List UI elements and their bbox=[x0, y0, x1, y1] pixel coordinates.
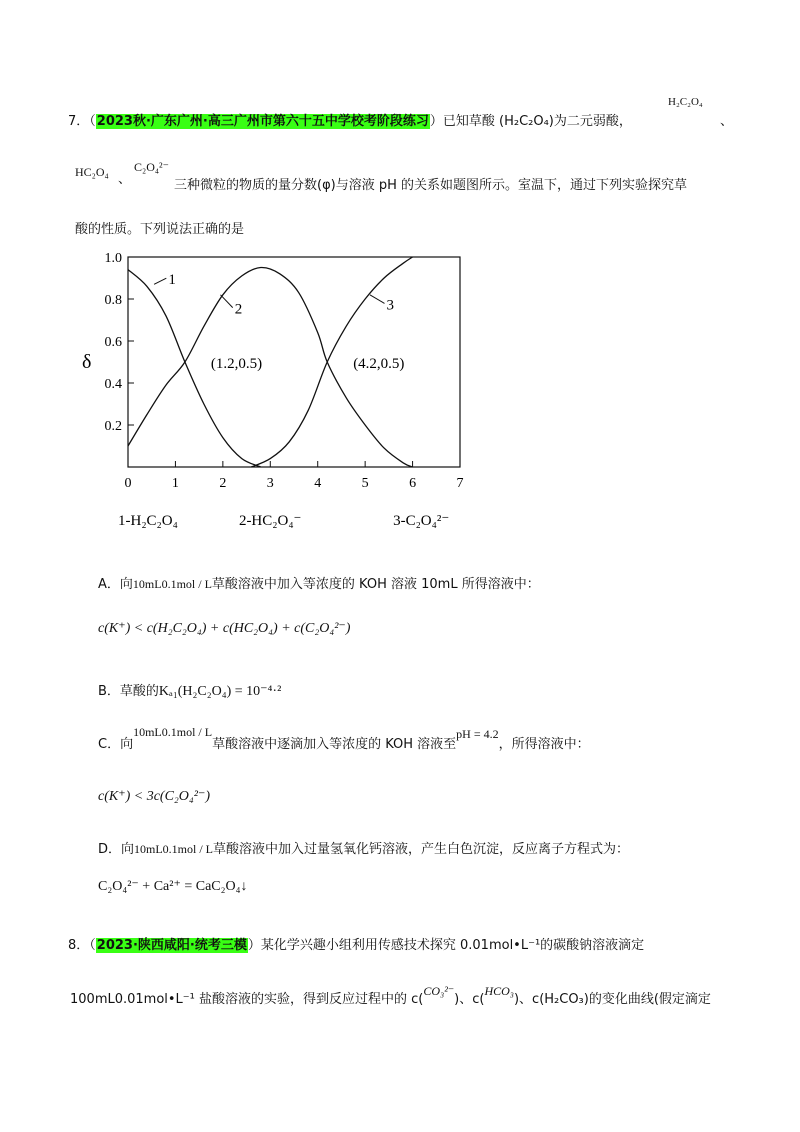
option-d-conc: 10mL0.1mol / L bbox=[134, 842, 214, 856]
curve-label: 3 bbox=[386, 297, 394, 314]
q7-stem-3: 酸的性质。下列说法正确的是 bbox=[75, 222, 245, 237]
legend-entry: 2-HC₂O₄⁻ bbox=[238, 513, 302, 529]
q8-co3: CO₃²⁻ bbox=[423, 984, 455, 998]
option-c-formula: c(K⁺) < 3c(C₂O₄²⁻) bbox=[98, 789, 211, 804]
option-a-conc: 10mL0.1mol / L bbox=[132, 577, 212, 591]
option-a-formula: c(K⁺) < c(H₂C₂O₄) + c(HC₂O₄) + c(C₂O₄²⁻) bbox=[98, 621, 351, 636]
curve-label-leader bbox=[220, 295, 232, 308]
legend-entry: 3-C₂O₄²⁻ bbox=[393, 513, 450, 529]
q7-stem-2: 三种微粒的物质的量分数(φ)与溶液 pH 的关系如题图所示。室温下，通过下列实验探究草 bbox=[174, 178, 688, 193]
q8-line2: 100mL0.01mol•L⁻¹ 盐酸溶液的实验，得到反应过程中的 c(CO₃²⁻)、c(HCO₃)、c(H₂CO₃)的变化曲线(假定滴定 bbox=[70, 984, 711, 1007]
option-c: C．向10mL0.1mol / L草酸溶液中逐滴加入等浓度的 KOH 溶液至pH = 4.2，所得溶液中： bbox=[98, 725, 590, 752]
q8-line1: 8．（2023·陕西咸阳·统考三模）某化学兴趣小组利用传感技术探究 0.01mol•L⁻¹的碳酸钠溶液滴定 bbox=[68, 938, 645, 953]
option-c-ph: pH = 4.2 bbox=[456, 727, 499, 741]
option-a: A．向10mL0.1mol / L草酸溶液中加入等浓度的 KOH 溶液 10mL 所得溶液中： bbox=[98, 577, 540, 592]
x-tick-label: 7 bbox=[456, 476, 464, 491]
x-tick-label: 5 bbox=[361, 476, 369, 491]
q8-number: 8． bbox=[68, 938, 90, 953]
q7-stem: 已知草酸 (H₂C₂O₄)为二元弱酸， bbox=[442, 114, 632, 129]
curve-label-leader bbox=[370, 295, 385, 304]
option-d-formula: C₂O₄²⁻ + Ca²⁺ = CaC₂O₄↓ bbox=[98, 879, 248, 894]
curve-label: 1 bbox=[168, 272, 176, 289]
y-tick-label: 0.8 bbox=[104, 293, 122, 308]
q7-species-hc2o4: HC₂O₄ bbox=[75, 165, 109, 179]
option-b-formula: Kₐ₁(H₂C₂O₄) = 10⁻⁴·² bbox=[158, 684, 282, 699]
q7-source-tag: 2023秋·广东广州·高三广州市第六十五中学校考阶段练习 bbox=[96, 114, 429, 129]
q7-species-h2c2o4: H₂C₂O₄ bbox=[668, 96, 703, 108]
x-tick-label: 0 bbox=[124, 476, 132, 491]
annotation-point: (4.2,0.5) bbox=[353, 356, 405, 372]
q8-stem: 某化学兴趣小组利用传感技术探究 0.01mol•L⁻¹的碳酸钠溶液滴定 bbox=[260, 938, 645, 953]
legend-entry: 1-H₂C₂O₄ bbox=[118, 513, 178, 529]
curve-label-leader bbox=[154, 278, 166, 284]
curve-label: 2 bbox=[234, 301, 243, 318]
x-tick-label: 3 bbox=[266, 476, 274, 491]
y-tick-label: 1.0 bbox=[104, 251, 122, 266]
y-axis-label: δ bbox=[82, 351, 92, 373]
annotation-point: (1.2,0.5) bbox=[210, 356, 263, 372]
q7-line1: 7．（2023秋·广东广州·高三广州市第六十五中学校考阶段练习）已知草酸 (H₂C₂O₄)为二元弱酸， bbox=[68, 114, 632, 129]
option-b: B．草酸的Kₐ₁(H₂C₂O₄) = 10⁻⁴·² bbox=[98, 684, 282, 699]
y-tick-label: 0.2 bbox=[104, 419, 122, 434]
option-c-conc: 10mL0.1mol / L bbox=[133, 725, 213, 739]
x-tick-label: 6 bbox=[409, 476, 417, 491]
q8-hco3: HCO₃ bbox=[484, 984, 514, 998]
option-d: D．向10mL0.1mol / L草酸溶液中加入过量氢氧化钙溶液，产生白色沉淀，反应离子方程式为： bbox=[98, 842, 630, 857]
y-tick-label: 0.6 bbox=[104, 335, 122, 350]
x-tick-label: 4 bbox=[314, 476, 322, 491]
x-tick-label: 2 bbox=[219, 476, 227, 491]
q8-source-tag: 2023·陕西咸阳·统考三模 bbox=[96, 938, 247, 953]
species-distribution-chart bbox=[70, 245, 490, 535]
q7-species-c2o4: C₂O₄²⁻ bbox=[134, 160, 169, 174]
q7-number: 7． bbox=[68, 114, 90, 129]
y-tick-label: 0.4 bbox=[104, 377, 122, 392]
x-tick-label: 1 bbox=[171, 476, 179, 491]
